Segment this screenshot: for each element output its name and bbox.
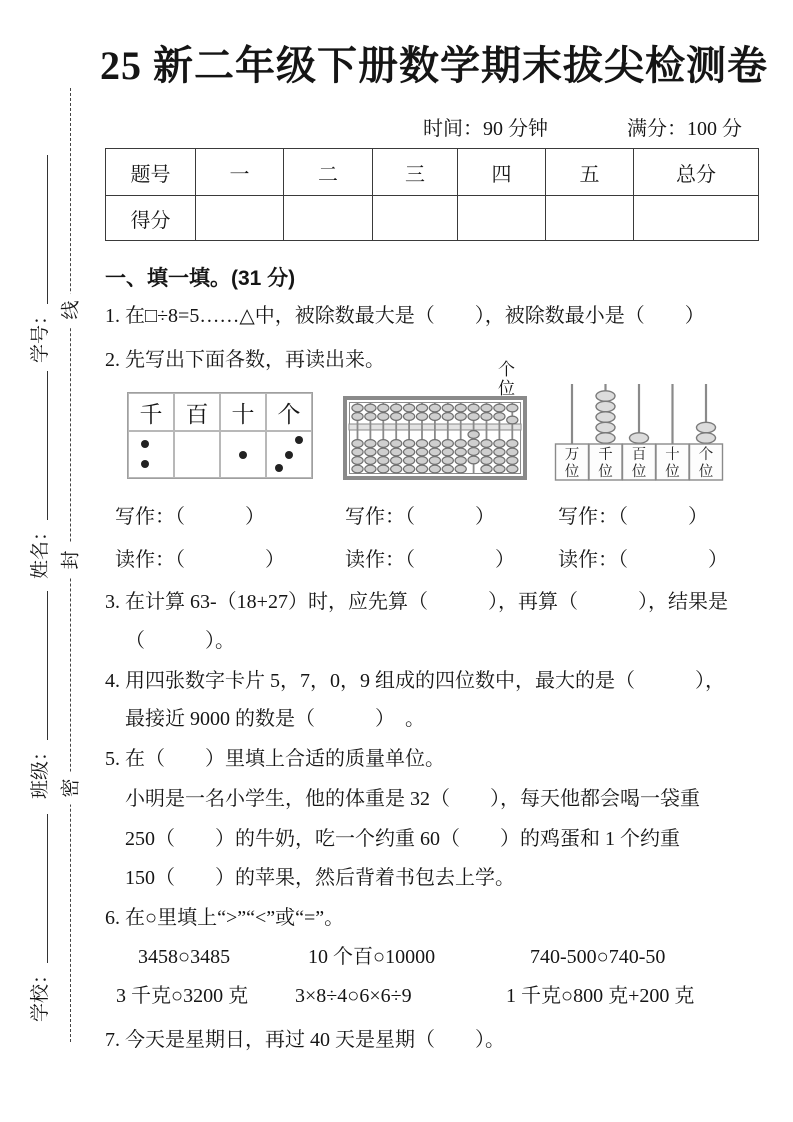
write-blank-2: 写作：（ ） — [345, 506, 495, 528]
seal-char-mi: 密 — [62, 771, 81, 804]
place-header-cell: 个 — [266, 393, 312, 431]
score-row-label: 得分 — [106, 196, 196, 241]
score-cell — [196, 196, 284, 241]
question-5-line2: 小明是一名小学生，他的体重是 32（ ），每天他都会喝一袋重 — [125, 788, 700, 810]
student-name-blank-line — [46, 371, 48, 520]
page-title: 25 新二年级下册数学期末拔尖检测卷 — [100, 43, 768, 88]
student-name-label: 姓名： — [30, 521, 52, 579]
compare-item: 740-500○740-50 — [530, 946, 666, 968]
student-id-label: 学号： — [30, 305, 52, 363]
compare-item: 3 千克○3200 克 — [116, 985, 249, 1007]
score-table-header-row — [106, 149, 759, 196]
read-blank-3: 读作：（ ） — [558, 549, 728, 571]
compare-item: 1 千克○800 克+200 克 — [506, 985, 695, 1007]
score-header-cell: 一 — [196, 149, 284, 196]
score-cell — [284, 196, 373, 241]
time-limit-label: 时间：90 分钟 — [423, 118, 548, 140]
school-blank-line — [46, 814, 48, 963]
score-header-cell: 题号 — [106, 149, 196, 196]
question-7: 7. 今天是星期日，再过 40 天是星期（ ）。 — [105, 1029, 505, 1051]
value-dot — [239, 451, 247, 459]
compare-item: 3458○3485 — [138, 946, 231, 968]
question-5-line1: 5. 在（ ）里填上合适的质量单位。 — [105, 748, 445, 770]
place-header-cell: 千 — [128, 393, 174, 431]
svg-text:位: 位 — [598, 464, 613, 480]
svg-text:百: 百 — [631, 447, 647, 463]
place-dot-cell — [220, 431, 266, 478]
score-cell — [373, 196, 458, 241]
score-header-cell: 三 — [373, 149, 458, 196]
value-dot — [141, 440, 149, 448]
question-5-line4: 150（ ）的苹果，然后背着书包去上学。 — [125, 867, 515, 889]
section-1-heading: 一、填一填。(31 分) — [105, 267, 296, 290]
place-dot-cell — [266, 431, 312, 478]
score-table — [105, 148, 759, 241]
write-blank-3: 写作：（ ） — [558, 506, 708, 528]
student-id-field — [24, 153, 52, 363]
read-blank-2: 读作：（ ） — [345, 549, 515, 571]
svg-text:位: 位 — [564, 464, 580, 480]
seal-char-xian: 线 — [62, 293, 81, 326]
svg-text:个: 个 — [698, 447, 714, 463]
place-dot-cell — [174, 431, 220, 478]
question-3-line2: （ ）。 — [125, 630, 235, 652]
value-dot — [141, 460, 149, 468]
question-1: 1. 在□÷8=5……△中，被除数最大是（ ），被除数最小是（ ） — [105, 305, 705, 327]
student-id-blank-line — [46, 155, 48, 304]
question-2: 2. 先写出下面各数，再读出来。 — [105, 349, 385, 371]
value-dot — [285, 451, 293, 459]
counting-device-figure — [551, 380, 727, 482]
score-cell — [634, 196, 759, 241]
question-6-intro: 6. 在○里填上“>”“<”或“=”。 — [105, 907, 345, 929]
class-blank-line — [46, 591, 48, 740]
student-name-field — [24, 369, 52, 579]
score-header-cell: 二 — [284, 149, 373, 196]
score-header-cell: 总分 — [634, 149, 759, 196]
question-4-line1: 4. 用四张数字卡片 5，7，0，9 组成的四位数中，最大的是（ ）， — [105, 670, 725, 692]
school-label: 学校： — [30, 964, 52, 1022]
compare-item: 3×8÷4○6×6÷9 — [295, 985, 412, 1007]
value-dot — [275, 464, 283, 472]
read-blank-1: 读作：（ ） — [115, 549, 285, 571]
svg-text:位: 位 — [665, 464, 680, 480]
score-cell — [546, 196, 634, 241]
svg-text:千: 千 — [598, 447, 613, 463]
score-table-score-row — [106, 196, 759, 241]
score-header-cell: 五 — [546, 149, 634, 196]
score-cell — [458, 196, 546, 241]
svg-text:位: 位 — [631, 464, 647, 480]
score-header-cell: 四 — [458, 149, 546, 196]
full-score-label: 满分：100 分 — [627, 118, 742, 140]
svg-text:万: 万 — [564, 447, 580, 463]
question-4-line2: 最接近 9000 的数是（ ） 。 — [125, 708, 425, 730]
seal-char-feng: 封 — [62, 543, 81, 576]
svg-text:位: 位 — [698, 464, 714, 480]
place-dot-cell — [128, 431, 174, 478]
class-label: 班级： — [30, 741, 52, 799]
write-blank-1: 写作：（ ） — [115, 506, 265, 528]
place-value-dot-table — [127, 392, 313, 479]
svg-text:十: 十 — [665, 447, 680, 463]
question-5-line3: 250（ ）的牛奶，吃一个约重 60（ ）的鸡蛋和 1 个约重 — [125, 828, 680, 850]
place-header-cell: 百 — [174, 393, 220, 431]
value-dot — [295, 436, 303, 444]
school-field — [24, 812, 52, 1022]
class-field — [24, 589, 52, 799]
ones-place-label: 个位 — [495, 360, 514, 398]
abacus-figure — [343, 396, 527, 480]
place-header-cell: 十 — [220, 393, 266, 431]
question-3-line1: 3. 在计算 63-（18+27）时，应先算（ ），再算（ ），结果是 — [105, 591, 728, 613]
compare-item: 10 个百○10000 — [308, 946, 436, 968]
